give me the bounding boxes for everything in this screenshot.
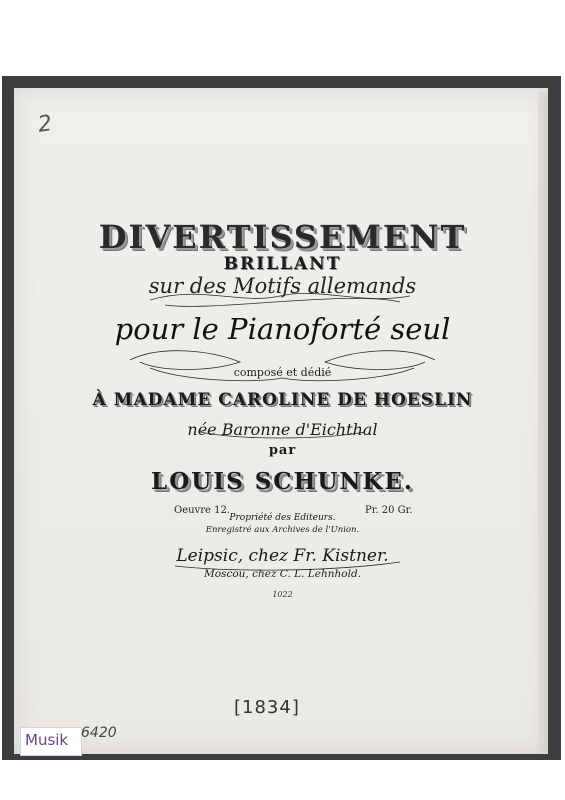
- publisher-line: Leipsic, chez Fr. Kistner.: [176, 546, 389, 566]
- library-stamp: [20, 727, 82, 756]
- registration-line: Enregistré aux Archives de l'Union.: [205, 525, 360, 535]
- dedicatee-maiden-name: née Baronne d'Eichthal: [187, 420, 378, 439]
- work-title: DIVERTISSEMENT: [98, 218, 467, 256]
- motifs-line: sur des Motifs allemands: [148, 274, 417, 298]
- opus-number: Oeuvre 12.: [174, 505, 230, 516]
- composed-dedicated-line: composé et dédié: [233, 366, 332, 379]
- plate-number: 1022: [272, 590, 293, 599]
- price: Pr. 20 Gr.: [365, 505, 413, 516]
- distributor-line: Moscou, chez C. L. Lehnhold.: [203, 568, 362, 580]
- composer-name: LOUIS SCHUNKE.: [151, 468, 414, 495]
- work-subtitle: BRILLANT: [223, 254, 342, 274]
- rights-line: Propriété des Editeurs.: [229, 513, 336, 523]
- stamp-label: Musik: [25, 731, 69, 749]
- by-line: par: [268, 443, 297, 458]
- instrument-line: pour le Pianoforté seul: [114, 312, 451, 346]
- dedicatee-name: À MADAME CAROLINE DE HOESLIN: [92, 390, 473, 410]
- shelfmark: 6420: [81, 725, 117, 741]
- pencil-number: 2: [36, 111, 54, 138]
- handwritten-date: [1834]: [234, 697, 300, 718]
